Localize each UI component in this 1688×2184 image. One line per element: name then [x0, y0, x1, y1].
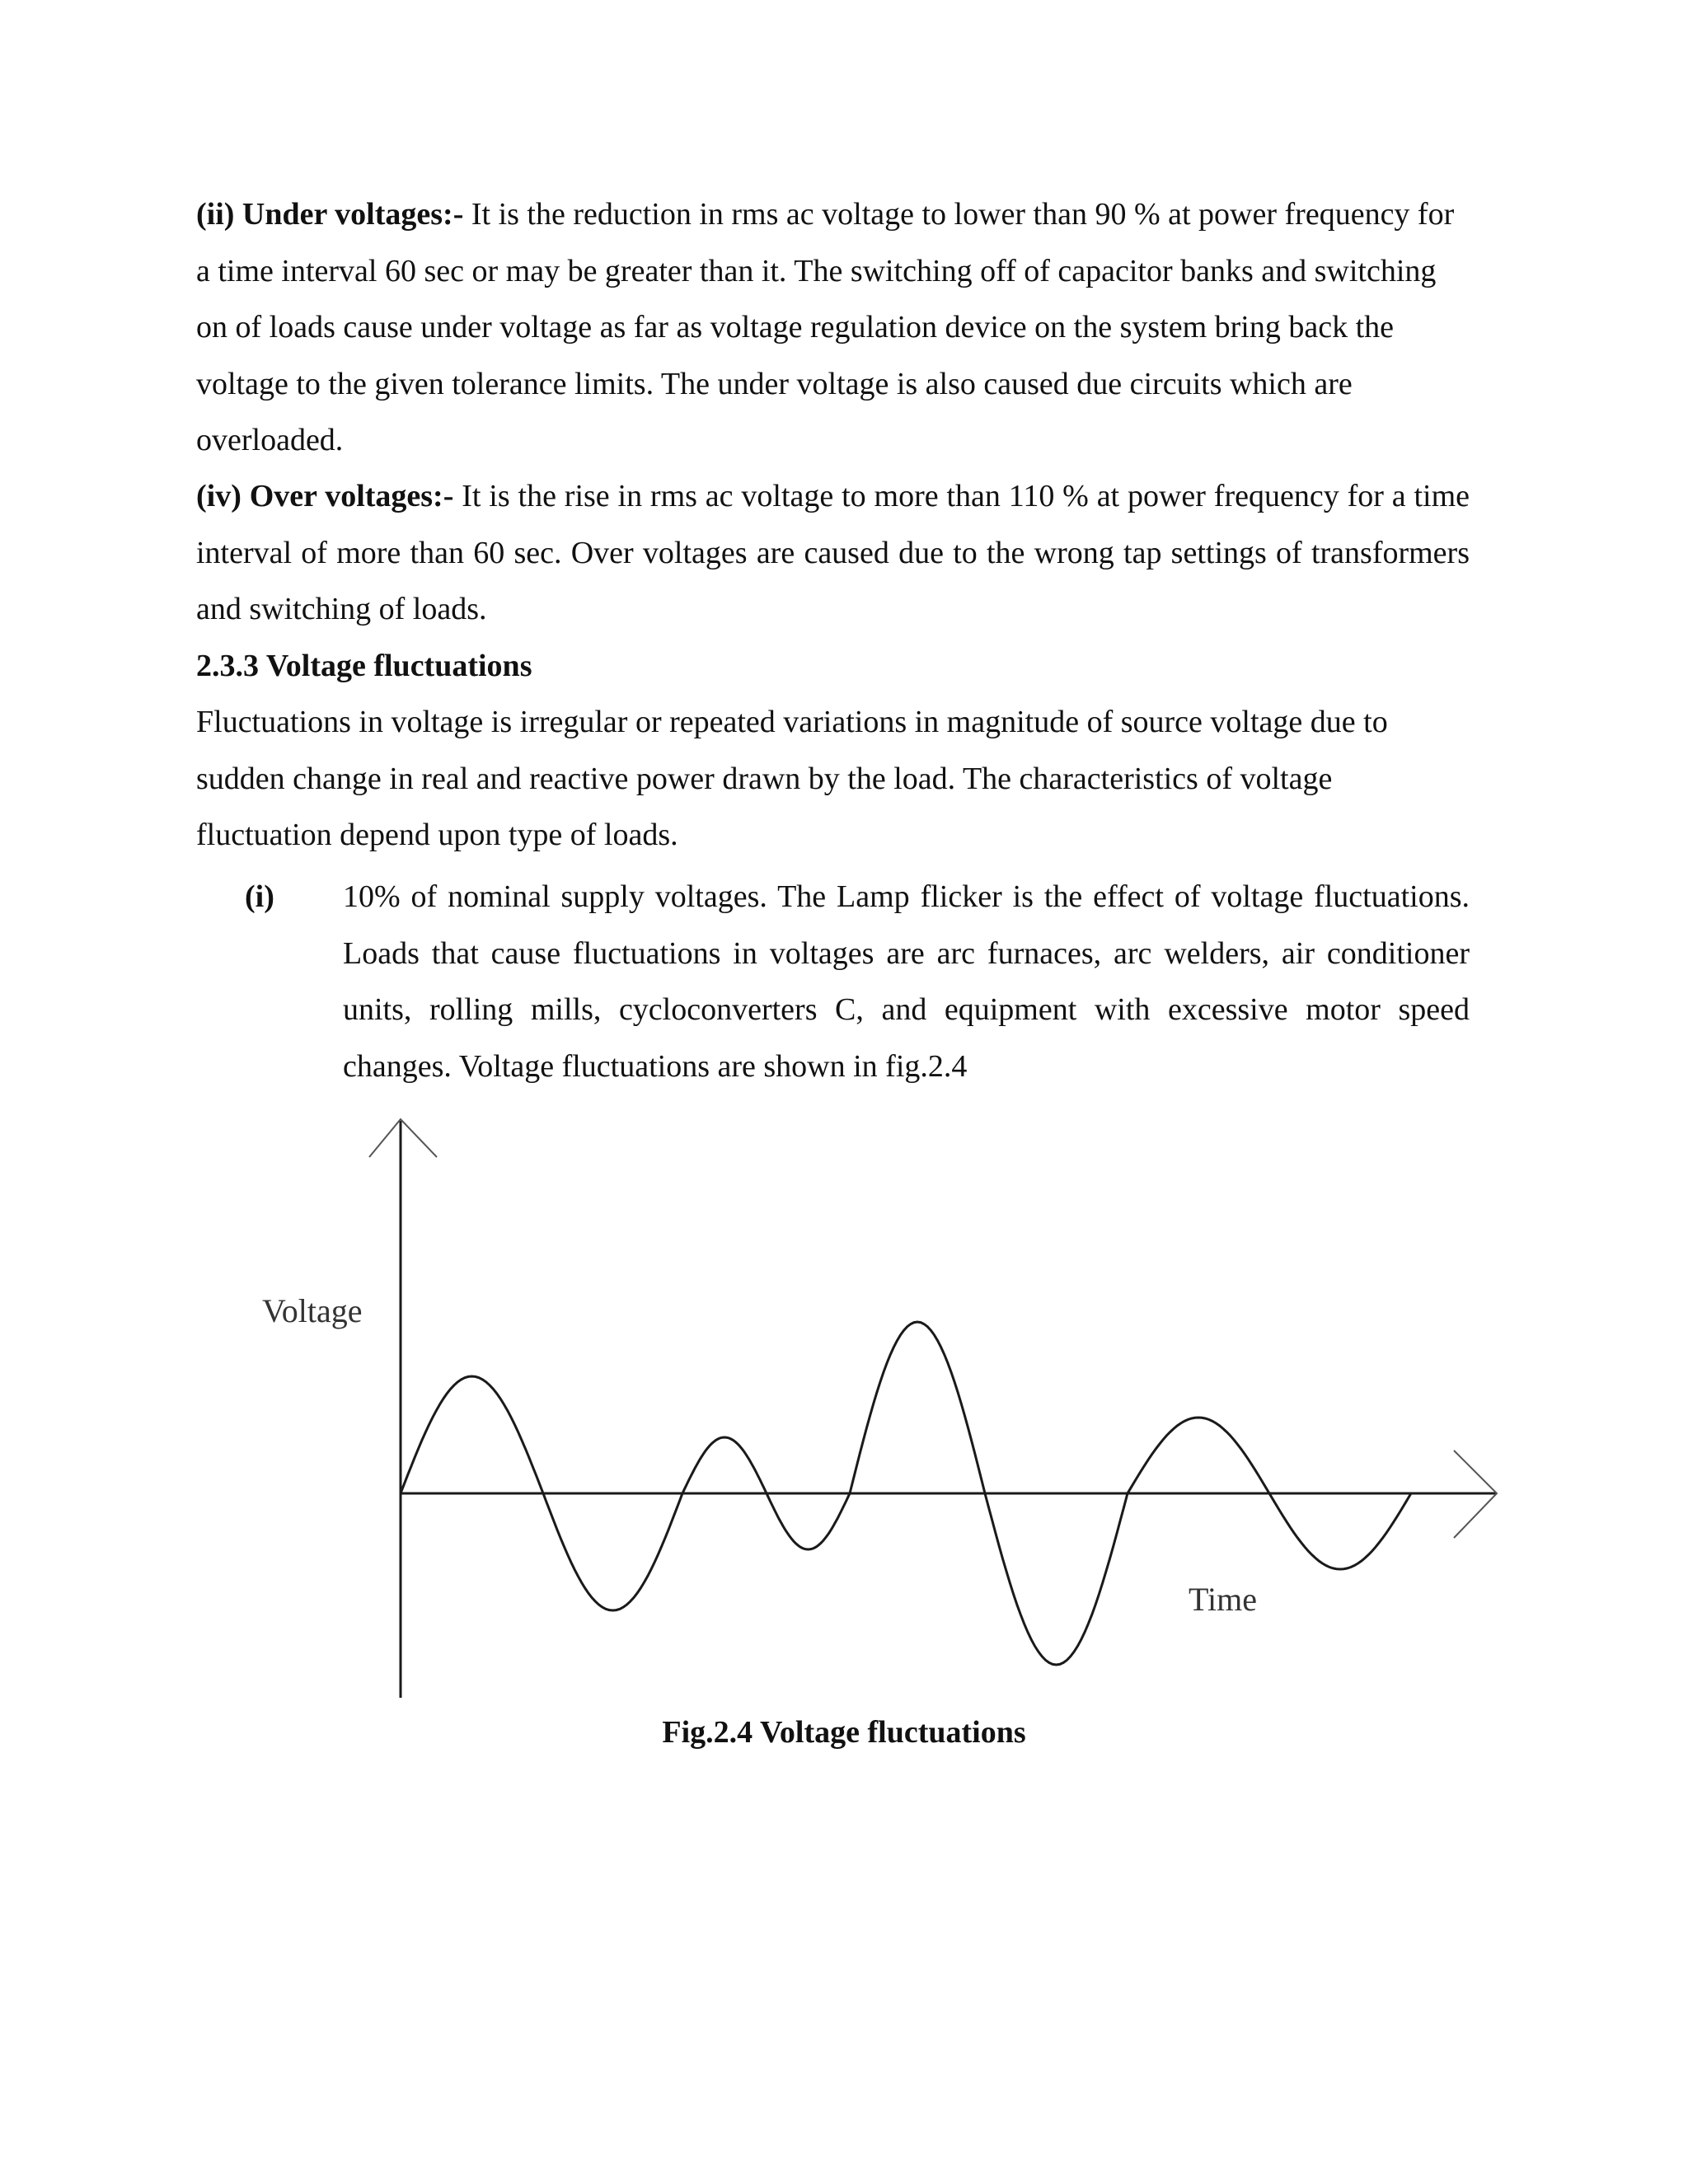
section-heading: 2.3.3 Voltage fluctuations — [196, 649, 532, 683]
figure-caption: Fig.2.4 Voltage fluctuations — [662, 1715, 1026, 1750]
list-item-text: 10% of nominal supply voltages. The Lamp flicker is the effect of voltage fluctuations. Loads that cause fluctuations in voltages are arc furnaces, arc welders, air conditioner units, rolling mills, cycloconverters C, and equipment with excessive motor speed changes. Voltage fluctuations are shown in fig.2.4 — [343, 879, 1470, 1084]
under-voltages-text: It is the reduction in rms ac voltage to lower than 90 % at power frequency for a time interval 60 sec or may be greater than it. The switching off of capacitor banks and switching on of loads cause under voltage as far as voltage regulation device on the system bring back the voltage to the given tolerance limits. The under voltage is also caused due circuits which are overloaded. — [196, 197, 1455, 457]
under-voltages-label: (ii) Under voltages:- — [196, 197, 464, 232]
list-item-marker: (i) — [245, 879, 274, 914]
over-voltages-text: It is the rise in rms ac voltage to more than 110 % at power frequency for a time interval of more than 60 sec. Over voltages are caused due to the wrong tap settings of transformers and switching of loads. — [196, 479, 1470, 626]
y-axis-label: Voltage — [262, 1292, 363, 1329]
section-intro-paragraph: Fluctuations in voltage is irregular or repeated variations in magnitude of source voltage due to sudden change in real and reactive power drawn by the load. The characteristics of voltage fluctuation depend upon type of loads. — [196, 705, 1388, 852]
over-voltages-label: (iv) Over voltages:- — [196, 479, 454, 513]
y-axis-arrowhead — [369, 1119, 437, 1157]
x-axis-label: Time — [1189, 1581, 1258, 1618]
